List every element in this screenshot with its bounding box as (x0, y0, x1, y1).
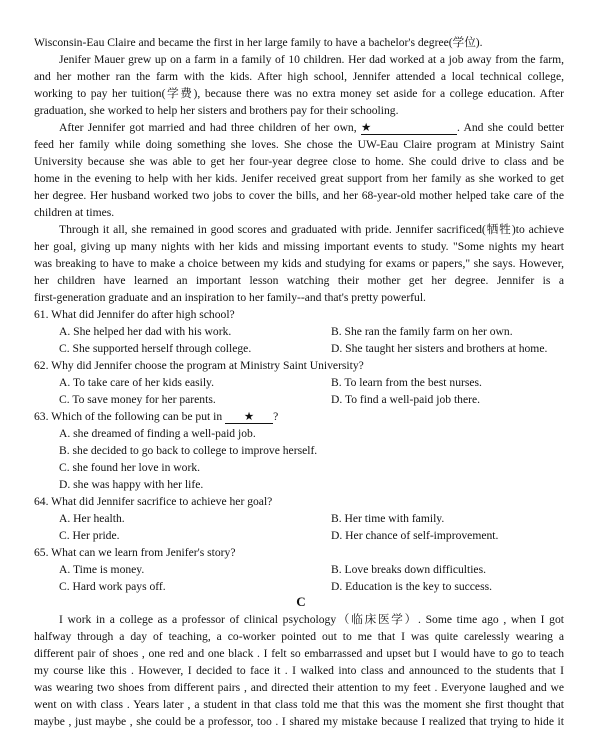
answer-option: B. Love breaks down difficulties. (331, 563, 486, 576)
question-stem (34, 410, 278, 424)
question-text: ? (273, 410, 279, 423)
passage-line: Wisconsin-Eau Claire and became the first in her large family to have a bachelor's degree(学位). (34, 36, 483, 49)
passage-line: University because she was able to get her four-year degree close to home. She could drive to class and be (34, 155, 564, 168)
answer-option: A. She helped her dad with his work. (59, 325, 232, 338)
passage-line: halfway through a day of teaching, a co-worker pointed out to me that I was quite carelessly wearing a (34, 630, 564, 643)
passage-line: first-generation graduate and an inspiration to her family--and that's pretty powerful. (34, 291, 426, 304)
passage-text: After Jennifer got married and had three children of her own, (59, 121, 357, 134)
answer-option: D. She taught her sisters and brothers at home. (331, 342, 548, 355)
passage-line: Through it all, she remained in good scores and graduated with pride. Jennifer sacrificed(牺牲)to achieve (59, 223, 564, 236)
answer-option: B. To learn from the best nurses. (331, 376, 482, 389)
answer-option: C. To save money for her parents. (59, 393, 216, 406)
answer-option: C. Her pride. (59, 529, 120, 542)
passage-line: home in the evening to help with her kids. Jenifer received great support from her family as she worked to get (34, 172, 564, 185)
answer-option: A. Time is money. (59, 563, 145, 576)
answer-option: D. she was happy with her life. (59, 478, 204, 491)
passage-line: went on with class . Years later , a student in that class told me that this was the moment she first thought that (34, 698, 564, 711)
answer-option: D. To find a well-paid job there. (331, 393, 481, 406)
passage-line: her degree. Her husband worked two jobs to cover the bills, and her 68-year-old mother helped take care of the (34, 189, 564, 202)
question-stem: 61. What did Jennifer do after high school? (34, 308, 235, 321)
passage-line-with-blank (59, 121, 564, 135)
passage-line: Jenifer Mauer grew up on a farm in a family of 10 children. Her dad worked at a job away from the farm, (59, 53, 564, 66)
passage-line: was breaking to have to make a choice between my kids and studying for exams or papers," she says. However, (34, 257, 564, 270)
passage-line: I work in a college as a professor of clinical psychology（临床医学）. Some time ago , when I got (59, 613, 564, 626)
passage-line: was wearing two shoes from different pairs , and directed their attention to my feet . Everyone laughed and we (34, 681, 564, 694)
answer-option: A. she dreamed of finding a well-paid job. (59, 427, 256, 440)
passage-line: graduation, she worked to help her sisters and brothers pay for their schooling. (34, 104, 399, 117)
answer-option: C. she found her love in work. (59, 461, 201, 474)
answer-option: D. Education is the key to success. (331, 580, 492, 593)
answer-option: A. To take care of her kids easily. (59, 376, 215, 389)
passage-line: feed her family while doing something she loves. She chose the UW-Eau Claire program at Ministry Saint (34, 138, 564, 151)
blank-star: ★ (361, 122, 457, 135)
question-stem: 62. Why did Jennifer choose the program at Ministry Saint University? (34, 359, 364, 372)
answer-option: B. She ran the family farm on her own. (331, 325, 513, 338)
question-text: 63. Which of the following can be put in (34, 410, 223, 423)
section-heading: C (296, 594, 306, 609)
passage-line: different pair of shoes , one red and one black . I felt so embarrassed and upset but I would have to go to teach (34, 647, 564, 660)
passage-line: her children have learned an important lesson watching their mother get her degree. Jennifer is a (34, 274, 564, 287)
answer-option: B. Her time with family. (331, 512, 445, 525)
answer-option: D. Her chance of self-improvement. (331, 529, 499, 542)
question-stem: 64. What did Jennifer sacrifice to achieve her goal? (34, 495, 273, 508)
passage-line: my course like this . However, I decided to face it . I walked into class and announced to the students that I (34, 664, 564, 677)
answer-option: A. Her health. (59, 512, 125, 525)
passage-line: children at times. (34, 206, 115, 219)
question-stem: 65. What can we learn from Jenifer's story? (34, 546, 236, 559)
passage-line: her goal, giving up many nights with her kids and missing important events to study. "Some nights my heart (34, 240, 564, 253)
passage-line: working to pay her tuition(学费), because there was no extra money set aside for a college education. After (34, 87, 564, 100)
blank-star: ★ (225, 411, 273, 424)
passage-text: . And she could better (456, 121, 564, 134)
answer-option: C. She supported herself through college. (59, 342, 252, 355)
answer-option: B. she decided to go back to college to improve herself. (59, 444, 318, 457)
answer-option: C. Hard work pays off. (59, 580, 166, 593)
passage-line: maybe , just maybe , she could be a professor, too . I shared my mistake because I realized that trying to hide it (34, 715, 564, 728)
passage-line: and her mother ran the farm with the kids. After high school, Jennifer attended a local technical college, (34, 70, 564, 83)
